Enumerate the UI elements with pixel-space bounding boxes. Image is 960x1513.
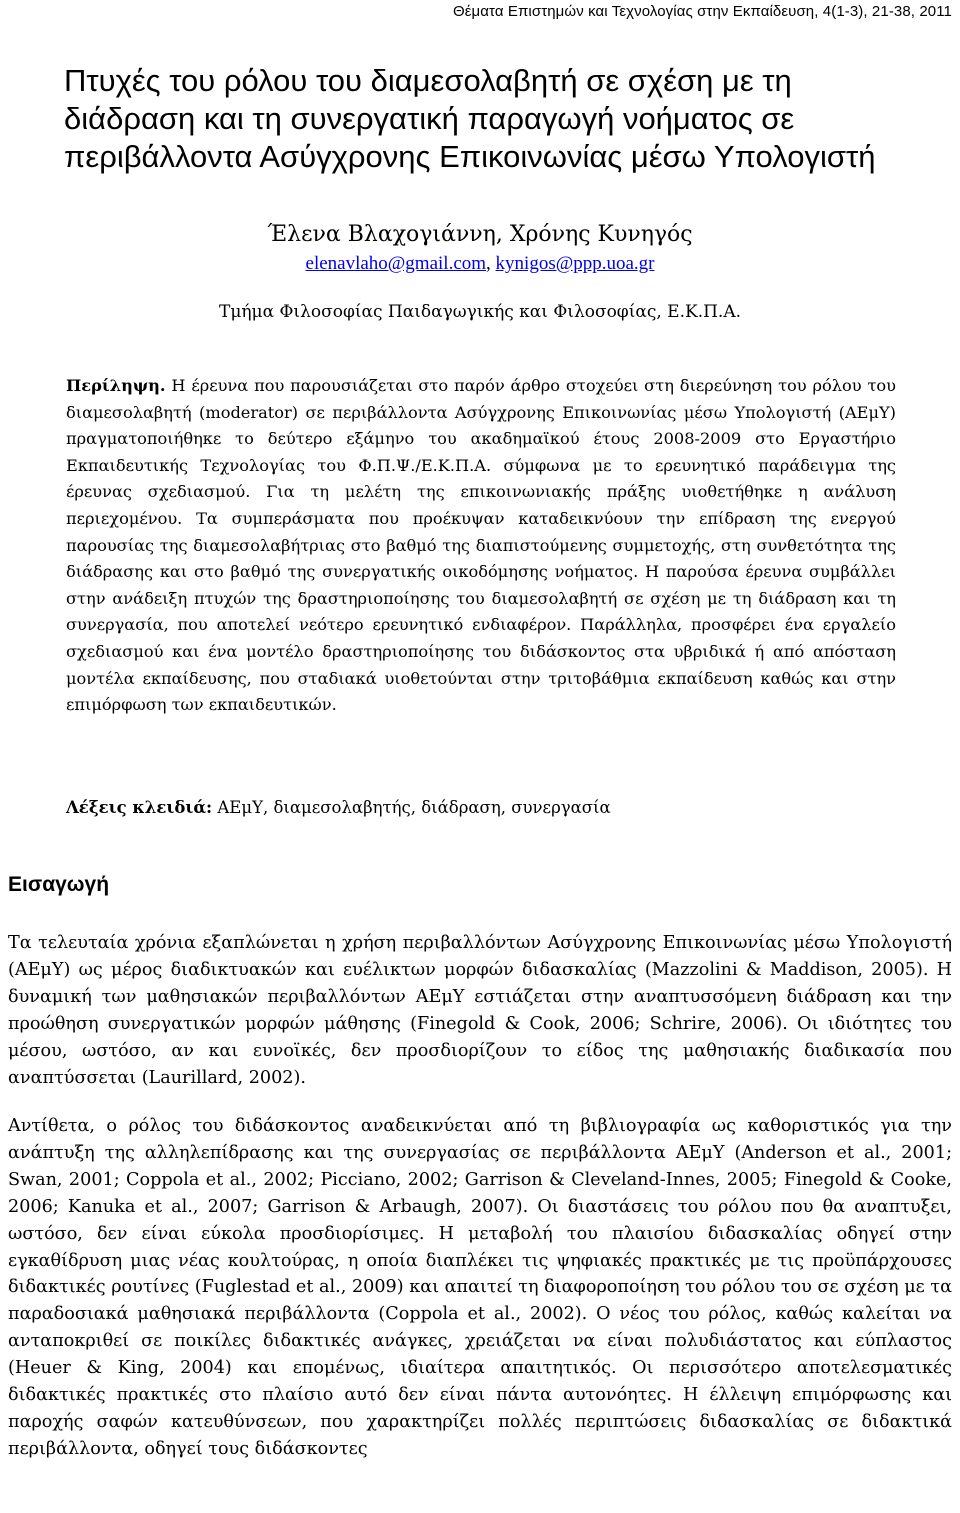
author-emails	[0, 252, 960, 276]
email-separator: ,	[486, 253, 496, 274]
body-paragraph: Αντίθετα, ο ρόλος του διδάσκοντος αναδεικνύεται από τη βιβλιογραφία ως καθοριστικός για την ανάπτυξη της αλληλεπίδρασης και της συνεργασίας σε περιβάλλοντα ΑΕμΥ (Anderson et al., 2001; Swan, 2001; Coppola et al., 2002; Picciano, 2002; Garrison & Cleveland-Innes, 2005; Finegold & Cooke, 2006; Kanuka et al., 2007; Garrison & Arbaugh, 2007). Οι διαστάσεις του ρόλου που θα αναπτυξει, ωστόσο, δεν είναι εύκολα προσδιορίσιμες. Η μεταβολή του πλαισίου διδασκαλίας οδηγεί στην εγκαθίδρυση μιας νέας κουλτούρας, η οποία διαπλέκει τις ψηφιακές πρακτικές με τις προϋπάρχουσες διδακτικές ρουτίνες (Fuglestad et al., 2009) και απαιτεί τη διαφοροποίηση του ρόλου του σε σχέση με τα παραδοσιακά μαθησιακά περιβάλλοντα (Coppola et al., 2002). Ο νέος του ρόλος, καθώς καλείται να ανταποκριθεί σε ποικίλες διδακτικές ανάγκες, χρειάζεται να είναι πολυδιάστατος και εύπλαστος (Heuer & King, 2004) και επομένως, ιδιαίτερα απαιτητικός. Οι περισσότερο αποτελεσματικές διδακτικές πρακτικές στο πλαίσιο αυτό δεν είναι πάντα αυτονόητες. Η έλλειψη επιμόρφωσης και παροχής σαφών κατευθύνσεων, που χαρακτηρίζει πολλές περιπτώσεις διδασκαλίας σε διδακτικά περιβάλλοντα, οδηγεί τους διδάσκοντες	[8, 1116, 952, 1459]
abstract	[66, 373, 896, 719]
email-link-1[interactable]: elenavlaho@gmail.com	[305, 253, 487, 274]
keywords-text: ΑΕμΥ, διαμεσολαβητής, διάδραση, συνεργασία	[212, 798, 611, 817]
section-heading: Εισαγωγή	[8, 873, 110, 896]
abstract-label: Περίληψη.	[66, 376, 166, 395]
running-header: Θέματα Επιστημών και Τεχνολογίας στην Εκπαίδευση, 4(1-3), 21-38, 2011	[452, 3, 952, 20]
keywords-label: Λέξεις κλειδιά:	[66, 798, 213, 817]
affiliation: Τμήμα Φιλοσοφίας Παιδαγωγικής και Φιλοσοφίας, Ε.Κ.Π.Α.	[218, 302, 742, 322]
paper-title: Πτυχές του ρόλου του διαμεσολαβητή σε σχέση με τη διάδραση και τη συνεργατική παραγωγή νοήματος σε περιβάλλοντα Ασύγχρονης Επικοινωνίας μέσω Υπολογιστή	[64, 63, 876, 174]
body-paragraph: Τα τελευταία χρόνια εξαπλώνεται η χρήση περιβαλλόντων Ασύγχρονης Επικοινωνίας μέσω Υπολογιστή (ΑΕμΥ) ως μέρος διαδικτυακών και ευέλικτων μορφών διδασκαλίας (Mazzolini & Maddison, 2005). Η δυναμική των μαθησιακών περιβαλλόντων ΑΕμΥ εστιάζεται στην αναπτυσσόμενη διάδραση και την προώθηση συνεργατικών μορφών μάθησης (Finegold & Cook, 2006; Schrire, 2006). Οι ιδιότητες του μέσου, ωστόσο, αν και ευνοϊκές, δεν προσδιορίζουν το είδος της μαθησιακής διαδικασία που αναπτύσσεται (Laurillard, 2002).	[8, 933, 952, 1088]
authors: Έλενα Βλαχογιάννη, Χρόνης Κυνηγός	[267, 222, 693, 247]
email-link-2[interactable]: kynigos@ppp.uoa.gr	[495, 253, 655, 274]
abstract-text: Η έρευνα που παρουσιάζεται στο παρόν άρθρο στοχεύει στη διερεύνηση του ρόλου του διαμεσολαβητή (moderator) σε περιβάλλοντα Ασύγχρονης Επικοινωνίας μέσω Υπολογιστή (ΑΕμΥ) πραγματοποιήθηκε το δεύτερο εξάμηνο του ακαδημαϊκού έτους 2008-2009 στο Εργαστήριο Εκπαιδευτικής Τεχνολογίας του Φ.Π.Ψ./Ε.Κ.Π.Α. σύμφωνα με το ερευνητικό παράδειγμα της έρευνας σχεδιασμού. Για τη μελέτη της επικοινωνιακής πράξης υιοθετήθηκε η ανάλυση περιεχομένου. Τα συμπεράσματα που προέκυψαν καταδεικνύουν την επίδραση της ενεργού παρουσίας της διαμεσολαβήτριας στο βαθμό της διαπιστούμενης συμμετοχής, στη συνθετότητα της διάδρασης και στο βαθμό της συνεργατικής οικοδόμησης νοήματος. Η παρούσα έρευνα συμβάλλει στην ανάδειξη πτυχών της δραστηριοποίησης του διαμεσολαβητή σε σχέση με τη διάδραση και τη συνεργασία, που αποτελεί νεότερο ερευνητικό ενδιαφέρον. Παράλληλα, προσφέρει ένα εργαλείο σχεδιασμού και ένα μοντέλο δραστηριοποίησης του διδάσκοντος στα υβριδικά ή από απόσταση μοντέλα εκπαίδευσης, που σταδιακά υιοθετούνται στην τριτοβάθμια εκπαίδευση καθώς και στην επιμόρφωση των εκπαιδευτικών.	[66, 376, 896, 715]
keywords	[66, 795, 896, 821]
